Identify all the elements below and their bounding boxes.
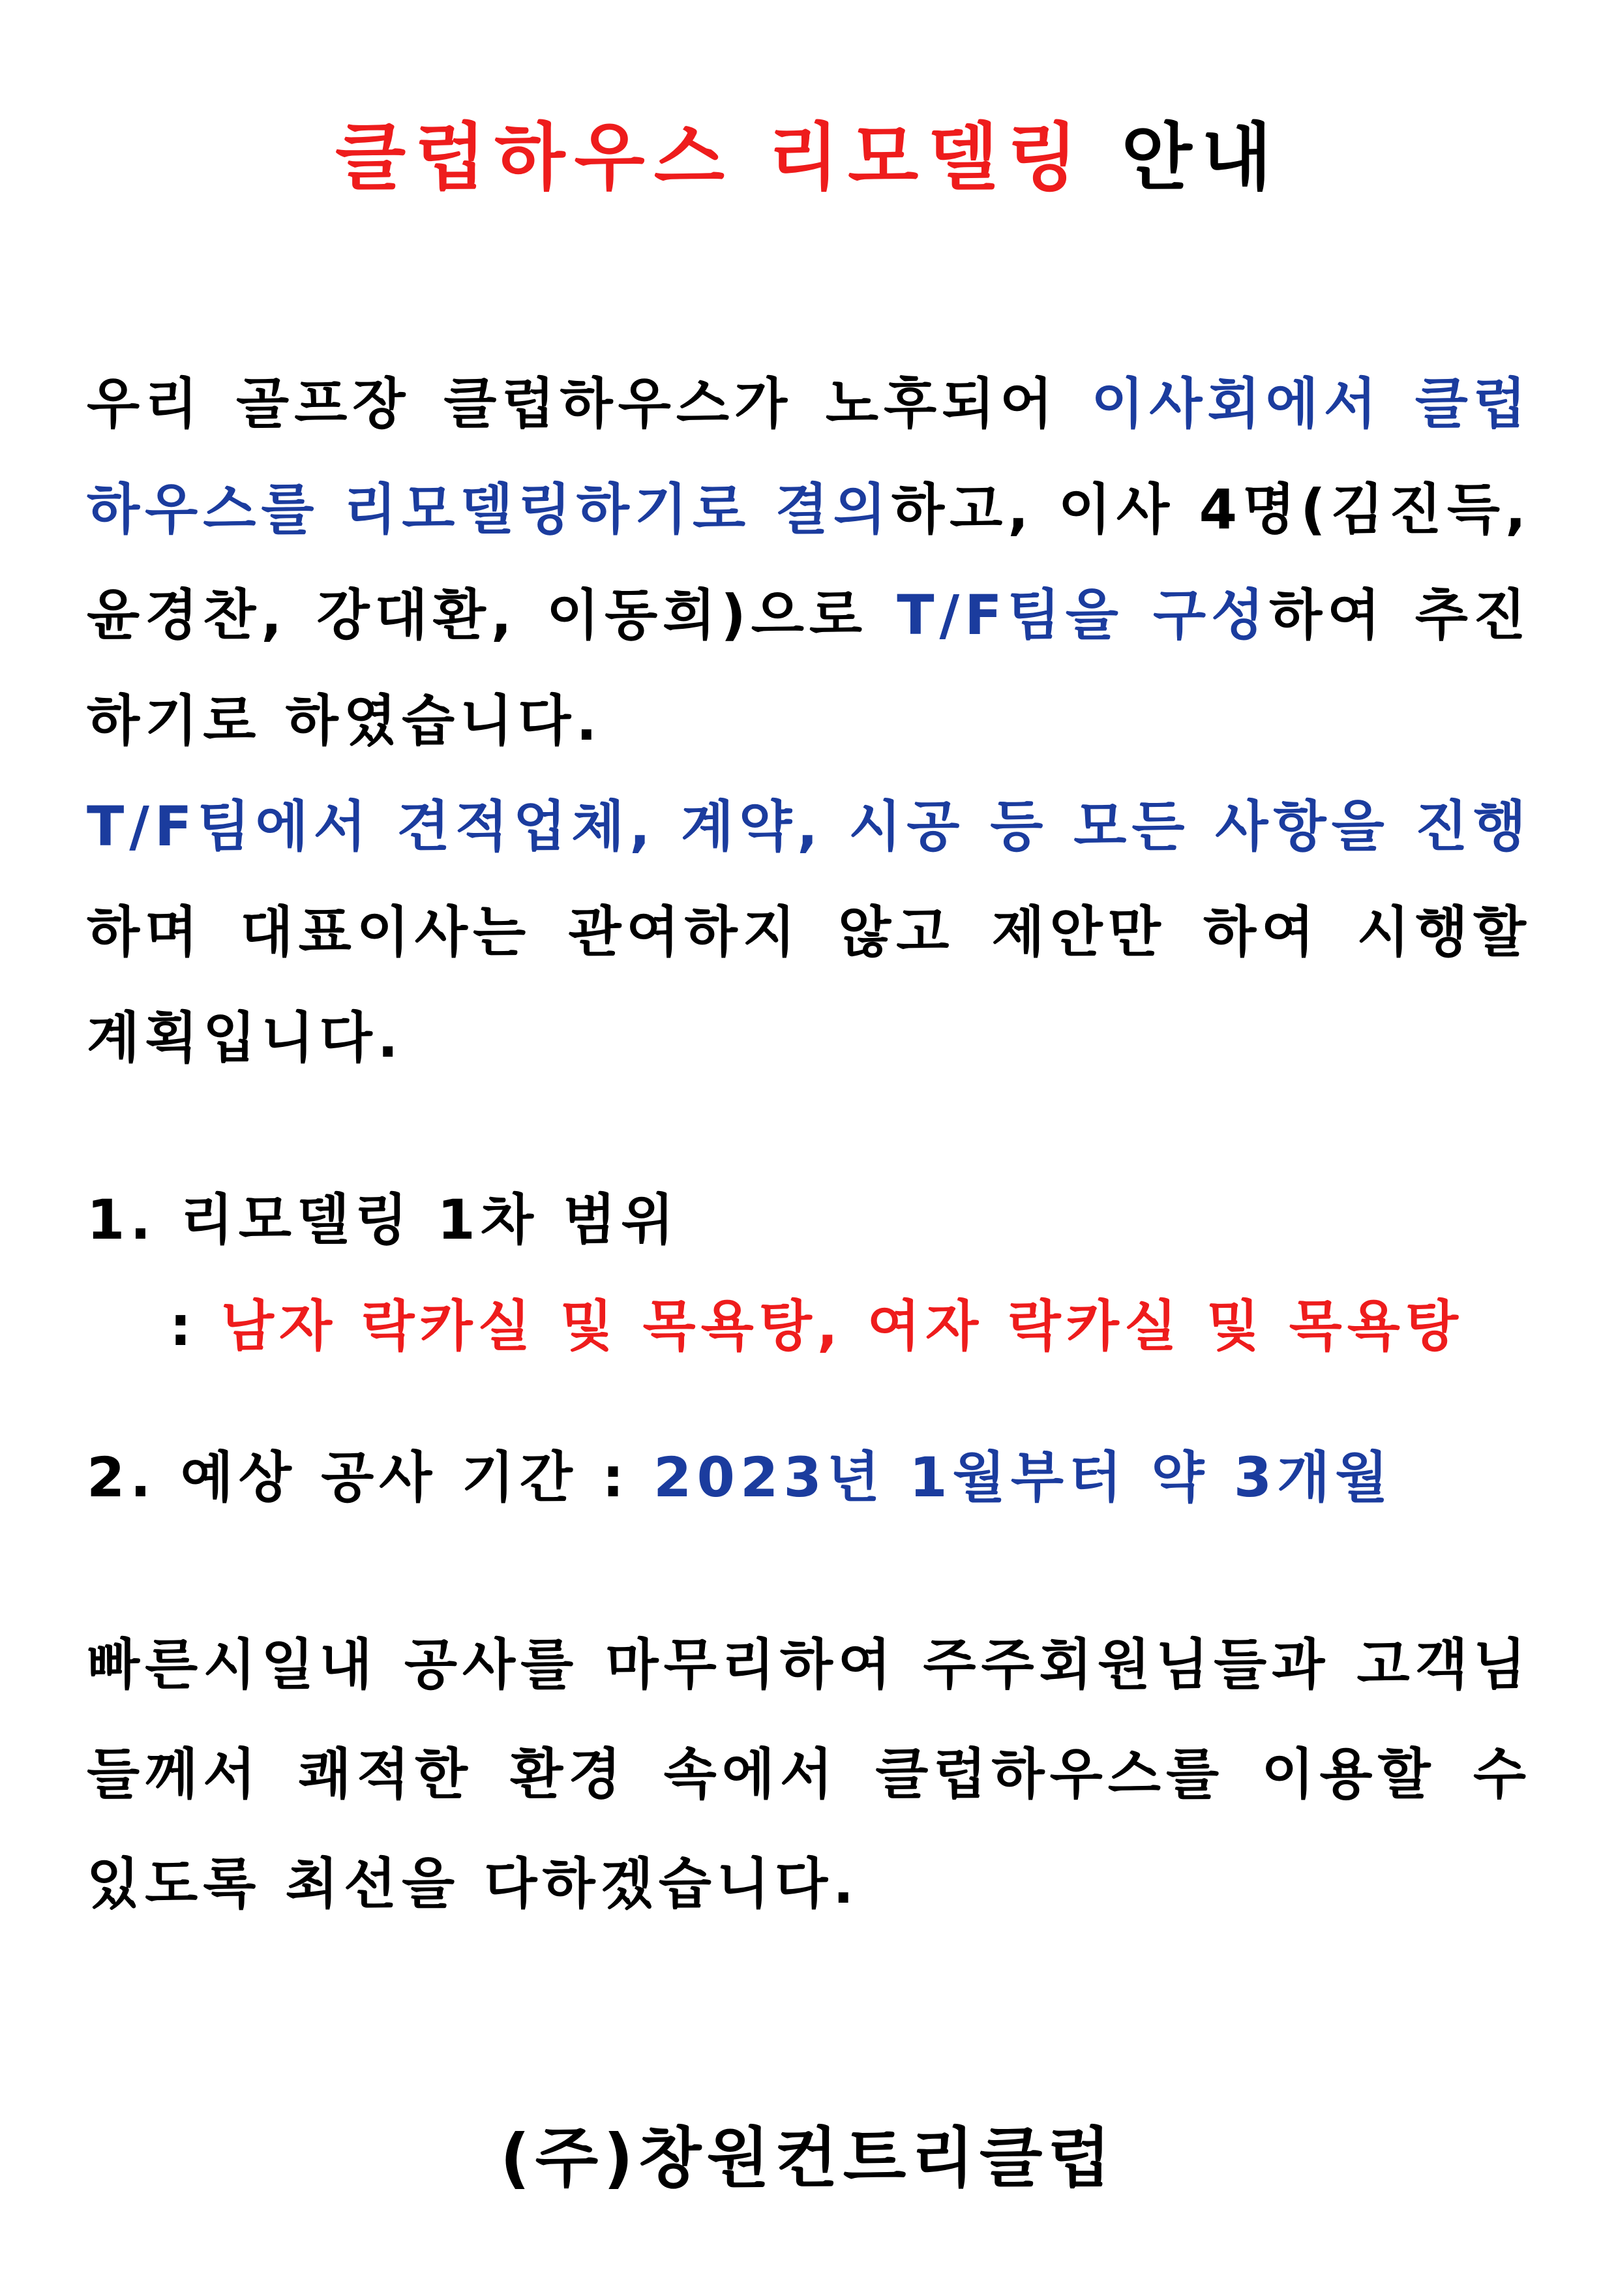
intro-text-1: 우리 골프장 클럽하우스가 노후되어 <box>87 372 1092 436</box>
item-2-line <box>87 1435 1393 1520</box>
page-title <box>0 114 1616 202</box>
intro-paragraph <box>87 351 1531 1091</box>
intro-highlight-resolution: 이사회에서 클럽하우스를 리모델링하기로 결의 <box>87 372 1531 541</box>
title-red-part: 클럽하우스 리모델링 <box>335 115 1087 200</box>
company-signature: (주)창원컨트리클럽 <box>500 2120 1116 2196</box>
item-1-colon: : <box>170 1294 221 1358</box>
intro-highlight-tf-process: T/F팀에서 견적업체, 계약, 시공 등 모든 사항을 진행 <box>87 794 1531 858</box>
item-1-detail-line <box>170 1284 1463 1368</box>
item-1-label: 1. 리모델링 1차 범위 <box>87 1188 680 1252</box>
item-2-value: 2023년 1월부터 약 3개월 <box>653 1445 1394 1509</box>
item-1-detail: 남자 락카실 및 목욕탕, 여자 락카실 및 목욕탕 <box>220 1294 1464 1358</box>
intro-highlight-tf-team: T/F팀을 구성 <box>897 583 1270 647</box>
intro-text-5: 하여 추진하기로 하였습니다. <box>87 583 1531 753</box>
closing-paragraph: 빠른시일내 공사를 마무리하여 주주회원님들과 고객님들께서 쾌적한 환경 속에서 클럽하우스를 이용할 수 있도록 최선을 다하겠습니다. <box>87 1633 1531 1916</box>
intro-text-3: 하고, 이사 4명(김진득, 윤경찬, 강대환, 이동희)으로 <box>87 477 1531 647</box>
intro-text-7: 하며 대표이사는 관여하지 않고 제안만 하여 시행할 계획입니다. <box>87 900 1531 1070</box>
title-black-part: 안내 <box>1086 115 1281 200</box>
item-2-label: 2. 예상 공사 기간 : <box>87 1445 654 1509</box>
